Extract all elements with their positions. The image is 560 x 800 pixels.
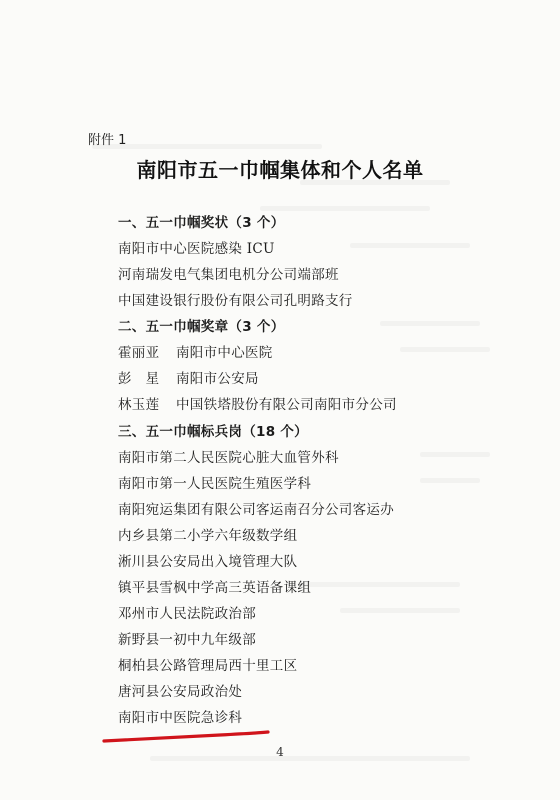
list-item: 中国建设银行股份有限公司孔明路支行: [118, 293, 353, 309]
list-item: 河南瑞发电气集团电机分公司端部班: [118, 267, 339, 283]
person-name: 林玉莲: [118, 397, 160, 413]
person-name: 彭 星: [118, 371, 160, 387]
list-item: 南阳宛运集团有限公司客运南召分公司客运办: [118, 502, 394, 518]
list-item: 唐河县公安局政治处: [118, 684, 243, 700]
list-item: [118, 393, 397, 413]
person-organization: 中国铁塔股份有限公司南阳市分公司: [176, 397, 397, 413]
list-item: 镇平县雪枫中学高三英语备课组: [118, 580, 312, 596]
page-number: 4: [276, 745, 284, 759]
person-organization: 南阳市公安局: [176, 371, 259, 387]
attachment-label: 附件 1: [88, 133, 127, 148]
section-heading-awards: 一、五一巾帼奖状（3 个）: [118, 215, 285, 231]
list-item: 南阳市中心医院感染 ICU: [118, 241, 275, 257]
document-title: 南阳市五一巾帼集体和个人名单: [136, 158, 424, 182]
list-item: 桐柏县公路管理局西十里工区: [118, 658, 298, 674]
list-item: 淅川县公安局出入境管理大队: [118, 554, 298, 570]
list-item: 邓州市人民法院政治部: [118, 606, 256, 622]
list-item: 内乡县第二小学六年级数学组: [118, 528, 298, 544]
section-heading-medals: 二、五一巾帼奖章（3 个）: [118, 319, 285, 335]
person-organization: 南阳市中心医院: [176, 345, 273, 361]
list-item: 南阳市第一人民医院生殖医学科: [118, 476, 312, 492]
list-item-highlighted: 南阳市中医院急诊科: [118, 710, 243, 726]
person-name: 霍丽亚: [118, 345, 160, 361]
list-item: [118, 367, 259, 387]
list-item: [118, 341, 273, 361]
list-item: 新野县一初中九年级部: [118, 632, 256, 648]
list-item: 南阳市第二人民医院心脏大血管外科: [118, 450, 339, 466]
section-heading-model-posts: 三、五一巾帼标兵岗（18 个）: [118, 424, 308, 440]
